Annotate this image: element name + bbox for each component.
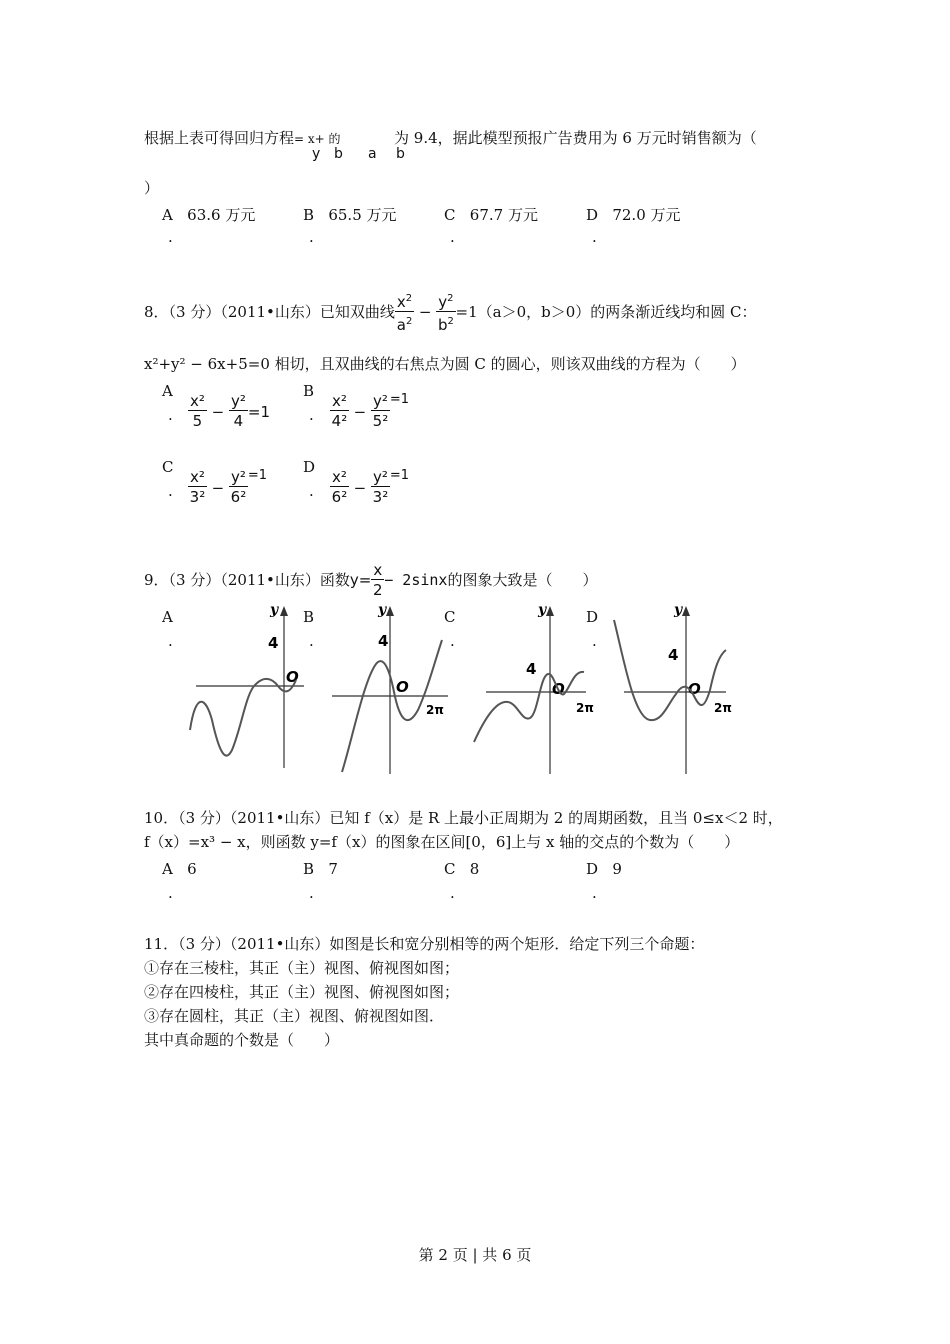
q10-option-a: A 6 <box>162 860 197 878</box>
q7-option-c: C 67.7 万元 <box>444 206 538 224</box>
q9-graph-c-tick-2pi: 2π <box>576 701 594 715</box>
q9-option-d-letter: D <box>586 608 599 626</box>
q9-graph-b-tick-2pi: 2π <box>426 703 444 717</box>
q8-option-d: $\frac{\text{x²}}{\text{6²}}$ − $\frac{\text{y²}}{\text{3²}}$ =1 <box>331 468 410 506</box>
q9-graph-a-y-label: y <box>270 602 279 618</box>
q8-dot-c: . <box>168 482 173 500</box>
q10-option-d: D 9 <box>586 860 622 878</box>
q9-prefix: 9．（3 分）（2011•山东）函数 <box>144 571 350 589</box>
q7-option-b: B 65.5 万元 <box>303 206 397 224</box>
q7-hat-b2: b <box>396 146 405 162</box>
q8-frac-x: $\frac{x^2}{a^2}$ <box>395 290 414 335</box>
q11-line2: ①存在三棱柱，其正（主）视图、俯视图如图； <box>144 959 460 977</box>
q7-hat-y: y <box>312 146 321 162</box>
q7-line2: ） <box>144 179 160 197</box>
q8-frac-y: $\frac{y^2}{b^2}$ <box>436 290 455 335</box>
q9-func-frac: $\frac{x}{2}$ <box>373 560 383 599</box>
q7-hat-b: b <box>334 146 343 162</box>
q10-dot-b: . <box>309 884 314 902</box>
q8-dot-a: . <box>168 406 173 424</box>
q9-graph-b <box>330 600 450 776</box>
q7-dot-b: . <box>309 228 314 246</box>
q7-line1 <box>144 128 757 149</box>
q11-line3: ②存在四棱柱，其正（主）视图、俯视图如图； <box>144 983 460 1001</box>
q11-line1: 11．（3 分）（2011•山东）如图是长和宽分别相等的两个矩形．给定下列三个命题： <box>144 935 705 953</box>
q7-dot-a: . <box>168 228 173 246</box>
q8-option-b: $\frac{\text{x²}}{\text{4²}}$ − $\frac{\text{y²}}{\text{5²}}$ =1 <box>331 392 410 430</box>
q8-option-c-letter: C <box>162 458 174 476</box>
q11-line5: 其中真命题的个数是（ ） <box>144 1031 340 1049</box>
q9-option-c-letter: C <box>444 608 456 626</box>
q8-option-c: $\frac{\text{x²}}{\text{3²}}$ − $\frac{\text{y²}}{\text{6²}}$ =1 <box>189 468 268 506</box>
q9-graph-a-origin: O <box>286 668 299 686</box>
page-footer: 第 2 页 | 共 6 页 <box>418 1246 532 1264</box>
q8-dot-b: . <box>309 406 314 424</box>
q10-line1: 10．（3 分）（2011•山东）已知 f（x）是 R 上最小正周期为 2 的周期函数，且当 0≤x＜2 时， <box>144 809 783 827</box>
q9-graph-c <box>470 600 594 776</box>
q9-graph-d-y-label: y <box>674 602 683 618</box>
q9-graph-a-tick-4: 4 <box>268 634 279 652</box>
q7-dot-c: . <box>450 228 455 246</box>
q9-option-a-letter: A <box>162 608 173 626</box>
q9-graph-d <box>610 600 732 776</box>
q7-regression-formula <box>294 128 394 149</box>
q8-option-d-letter: D <box>303 458 316 476</box>
q7-option-a: A 63.6 万元 <box>162 206 256 224</box>
q9-suffix: 的图象大致是（ ） <box>447 571 598 589</box>
q9-dot-d: . <box>592 632 597 650</box>
q8-option-b-letter: B <box>303 382 315 400</box>
q7-option-d: D 72.0 万元 <box>586 206 681 224</box>
q10-dot-c: . <box>450 884 455 902</box>
q7-dot-d: . <box>592 228 597 246</box>
q7-line1-mid: 为 9.4，据此模型预报广告费用为 6 万元时销售额为（ <box>394 129 757 147</box>
q10-line2: f（x）=x³ − x，则函数 y=f（x）的图象在区间[0，6]上与 x 轴的交点的个数为（ ） <box>144 833 740 851</box>
q9-graph-d-tick-2pi: 2π <box>714 701 732 715</box>
q8-option-a-letter: A <box>162 382 173 400</box>
q9-graph-b-origin: O <box>396 678 409 696</box>
q9-dot-a: . <box>168 632 173 650</box>
q9-graph-b-y-label: y <box>378 602 387 618</box>
q9-graph-c-origin: O <box>552 680 565 698</box>
q9-dot-c: . <box>450 632 455 650</box>
q9-graph-b-tick-4: 4 <box>378 632 389 650</box>
q8-prefix: 8．（3 分）（2011•山东）已知双曲线 <box>144 303 395 321</box>
q8-line1: 8．（3 分）（2011•山东）已知双曲线 $\frac{x^2}{a^2}$ − $\frac{y^2}{b^2}$ =1（a＞0，b＞0）的两条渐近线均和圆 C： <box>144 284 757 340</box>
q9-graph-d-tick-4: 4 <box>668 646 679 664</box>
q8-suffix: =1（a＞0，b＞0）的两条渐近线均和圆 C： <box>455 303 757 321</box>
q7-line1-pre: 根据上表可得回归方程 <box>144 129 295 147</box>
q9-line1: 9．（3 分）（2011•山东）函数 y= $\frac{x}{2}$ − 2sinx 的图象大致是（ ） <box>144 560 598 599</box>
q9-graph-a <box>186 600 306 770</box>
q10-option-c: C 8 <box>444 860 480 878</box>
q11-line4: ③存在圆柱，其正（主）视图、俯视图如图． <box>144 1007 445 1025</box>
q8-dot-d: . <box>309 482 314 500</box>
q7-hat-a: a <box>368 146 377 162</box>
q8-line2: x²+y² − 6x+5=0 相切，且双曲线的右焦点为圆 C 的圆心，则该双曲线的方程为（ ） <box>144 355 746 373</box>
q9-dot-b: . <box>309 632 314 650</box>
q10-dot-d: . <box>592 884 597 902</box>
q8-option-a: $\frac{\text{x²}}{5}$ − $\frac{\text{y²}}{4}$ =1 <box>190 392 271 430</box>
q9-graph-c-tick-4: 4 <box>526 660 537 678</box>
q7-hat-text: = x+ 的 <box>294 132 341 146</box>
q10-dot-a: . <box>168 884 173 902</box>
q9-graph-c-y-label: y <box>538 602 547 618</box>
q9-option-b-letter: B <box>303 608 315 626</box>
q10-option-b: B 7 <box>303 860 338 878</box>
q9-graph-d-origin: O <box>688 680 701 698</box>
